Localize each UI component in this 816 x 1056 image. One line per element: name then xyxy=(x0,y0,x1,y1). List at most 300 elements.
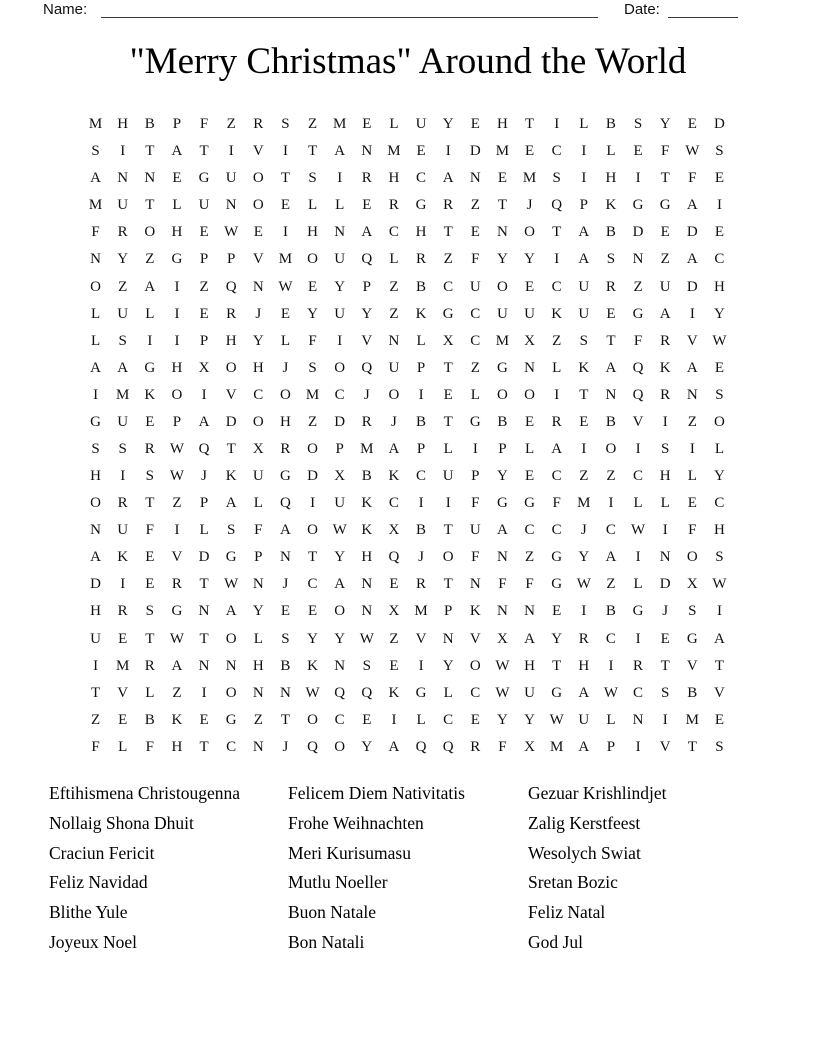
grid-letter: E xyxy=(172,170,182,187)
grid-letter: Z xyxy=(145,251,155,268)
grid-letter: H xyxy=(171,224,183,241)
grid-letter: N xyxy=(361,143,373,160)
grid-letter: U xyxy=(415,116,427,133)
grid-letter: G xyxy=(469,413,481,430)
grid-letter: T xyxy=(280,711,291,728)
grid-letter: Y xyxy=(442,657,454,674)
grid-letter: G xyxy=(415,197,427,214)
grid-letter: H xyxy=(117,116,129,133)
grid-letter: T xyxy=(497,197,508,214)
grid-letter: Z xyxy=(687,413,697,430)
grid-letter: I xyxy=(581,143,587,160)
grid-letter: Q xyxy=(361,684,373,701)
grid-letter: I xyxy=(554,116,560,133)
grid-letter: A xyxy=(171,143,183,160)
grid-letter: K xyxy=(307,657,318,674)
grid-letter: R xyxy=(253,116,264,133)
grid-letter: N xyxy=(90,251,101,268)
grid-letter: Z xyxy=(226,116,236,133)
grid-letter: K xyxy=(388,684,400,701)
grid-letter: N xyxy=(90,522,101,539)
grid-letter: Y xyxy=(442,116,454,133)
grid-letter: C xyxy=(334,711,345,728)
grid-letter: R xyxy=(171,576,182,593)
grid-letter: E xyxy=(470,711,480,728)
grid-letter: I xyxy=(716,603,722,620)
grid-letter: H xyxy=(605,170,617,187)
grid-letter: U xyxy=(469,278,481,295)
grid-letter: I xyxy=(581,170,587,187)
grid-letter: W xyxy=(305,684,320,701)
grid-letter: H xyxy=(578,657,590,674)
grid-letter: U xyxy=(225,170,237,187)
grid-letter: A xyxy=(578,224,590,241)
grid-letter: T xyxy=(199,738,209,755)
grid-letter: P xyxy=(199,251,209,268)
grid-letter: N xyxy=(225,197,237,214)
grid-letter: I xyxy=(174,332,180,349)
grid-letter: B xyxy=(416,278,427,295)
grid-letter: R xyxy=(361,413,372,430)
grid-letter: I xyxy=(228,143,234,160)
grid-letter: B xyxy=(361,468,372,485)
grid-letter: I xyxy=(445,495,451,512)
grid-letter: N xyxy=(497,603,508,620)
grid-letter: D xyxy=(632,224,644,241)
grid-letter: A xyxy=(171,657,183,674)
grid-letter: Y xyxy=(497,468,508,485)
grid-letter: F xyxy=(91,224,100,241)
grid-letter: F xyxy=(633,332,643,349)
grid-letter: I xyxy=(716,197,722,214)
grid-letter: V xyxy=(469,630,481,647)
grid-letter: Z xyxy=(389,305,399,322)
grid-letter: P xyxy=(606,738,616,755)
grid-letter: Q xyxy=(225,278,237,295)
grid-letter: J xyxy=(282,359,289,376)
grid-letter: Z xyxy=(172,495,182,512)
grid-letter: N xyxy=(361,603,373,620)
grid-letter: V xyxy=(415,630,427,647)
grid-letter: C xyxy=(551,468,562,485)
grid-letter: E xyxy=(633,143,643,160)
grid-letter: Z xyxy=(552,332,562,349)
grid-letter: R xyxy=(416,251,427,268)
grid-letter: B xyxy=(605,116,616,133)
grid-letter: R xyxy=(361,170,372,187)
grid-letter: Z xyxy=(253,711,263,728)
grid-letter: C xyxy=(416,170,427,187)
grid-letter: O xyxy=(252,170,264,187)
grid-letter: R xyxy=(605,278,616,295)
grid-letter: A xyxy=(280,522,291,539)
grid-letter: M xyxy=(387,143,401,160)
grid-letter: I xyxy=(445,143,451,160)
grid-letter: K xyxy=(117,549,129,566)
grid-letter: P xyxy=(362,278,371,295)
grid-letter: Y xyxy=(361,305,373,322)
name-blank-line xyxy=(101,17,598,18)
word-item: Meri Kurisumasu xyxy=(288,842,411,863)
grid-letter: T xyxy=(145,630,155,647)
grid-letter: O xyxy=(497,386,508,403)
grid-letter: E xyxy=(714,224,725,241)
grid-letter: I xyxy=(201,386,207,403)
grid-letter: N xyxy=(388,332,400,349)
grid-letter: N xyxy=(198,603,210,620)
grid-letter: Y xyxy=(497,251,508,268)
grid-letter: P xyxy=(335,440,344,457)
grid-letter: W xyxy=(685,143,700,160)
grid-letter: C xyxy=(388,224,399,241)
grid-letter: X xyxy=(686,576,698,593)
grid-letter: F xyxy=(199,116,209,133)
grid-letter: G xyxy=(551,576,563,593)
grid-letter: H xyxy=(171,738,183,755)
grid-letter: M xyxy=(88,197,103,214)
grid-letter: K xyxy=(578,359,590,376)
grid-letter: G xyxy=(659,197,671,214)
grid-letter: Z xyxy=(524,549,535,566)
grid-letter: Z xyxy=(199,278,209,295)
grid-letter: P xyxy=(444,603,453,620)
grid-letter: O xyxy=(388,386,400,403)
grid-letter: I xyxy=(662,711,668,728)
grid-letter: E xyxy=(389,576,399,593)
grid-letter: G xyxy=(280,468,291,485)
grid-letter: T xyxy=(90,684,101,701)
grid-letter: N xyxy=(144,170,156,187)
grid-letter: W xyxy=(603,684,619,701)
grid-letter: I xyxy=(147,332,153,349)
grid-letter: L xyxy=(90,332,101,349)
grid-letter: C xyxy=(253,386,264,403)
grid-letter: Y xyxy=(307,630,318,647)
grid-letter: G xyxy=(225,711,237,728)
grid-letter: C xyxy=(334,386,345,403)
grid-letter: R xyxy=(660,332,671,349)
grid-letter: W xyxy=(495,684,510,701)
grid-letter: R xyxy=(551,413,562,430)
grid-letter: F xyxy=(145,738,154,755)
grid-letter: T xyxy=(660,657,670,674)
grid-letter: H xyxy=(415,224,427,241)
grid-letter: T xyxy=(687,738,697,755)
grid-letter: G xyxy=(415,684,427,701)
grid-letter: S xyxy=(715,143,724,160)
grid-letter: F xyxy=(688,522,697,539)
grid-letter: L xyxy=(118,738,128,755)
grid-letter: U xyxy=(252,468,264,485)
grid-letter: G xyxy=(144,359,156,376)
grid-letter: O xyxy=(144,224,156,241)
grid-letter: Y xyxy=(497,711,508,728)
grid-letter: Y xyxy=(252,603,264,620)
grid-letter: Y xyxy=(334,549,346,566)
grid-letter: A xyxy=(90,170,101,187)
grid-letter: O xyxy=(307,251,318,268)
grid-letter: I xyxy=(418,386,424,403)
grid-letter: A xyxy=(361,224,373,241)
grid-letter: A xyxy=(714,630,725,647)
grid-letter: O xyxy=(442,549,454,566)
grid-letter: V xyxy=(659,738,671,755)
grid-letter: O xyxy=(334,359,346,376)
grid-letter: C xyxy=(633,684,644,701)
grid-letter: Q xyxy=(280,495,291,512)
grid-letter: T xyxy=(307,143,318,160)
word-item: Craciun Fericit xyxy=(49,842,155,863)
grid-letter: R xyxy=(470,738,481,755)
grid-letter: E xyxy=(362,116,372,133)
grid-letter: W xyxy=(712,576,727,593)
grid-letter: B xyxy=(416,522,427,539)
grid-letter: S xyxy=(715,386,724,403)
grid-letter: P xyxy=(199,332,209,349)
grid-letter: L xyxy=(389,116,399,133)
word-item: Sretan Bozic xyxy=(528,872,618,893)
grid-letter: Q xyxy=(632,386,644,403)
grid-letter: B xyxy=(144,116,155,133)
grid-letter: P xyxy=(416,440,426,457)
grid-letter: W xyxy=(630,522,646,539)
grid-letter: Q xyxy=(632,359,644,376)
grid-letter: M xyxy=(414,603,428,620)
grid-letter: N xyxy=(334,224,346,241)
grid-letter: M xyxy=(495,143,510,160)
grid-letter: S xyxy=(715,549,724,566)
grid-letter: K xyxy=(361,522,373,539)
grid-letter: Y xyxy=(307,305,318,322)
grid-letter: M xyxy=(685,711,699,728)
grid-letter: A xyxy=(117,359,129,376)
grid-letter: D xyxy=(307,468,318,485)
grid-letter: P xyxy=(172,116,182,133)
grid-letter: I xyxy=(93,386,99,403)
grid-letter: S xyxy=(145,603,154,620)
grid-letter: H xyxy=(388,170,400,187)
date-blank-line xyxy=(668,17,738,18)
grid-letter: I xyxy=(554,251,560,268)
grid-letter: P xyxy=(498,440,507,457)
grid-letter: C xyxy=(551,143,562,160)
grid-letter: I xyxy=(120,143,126,160)
grid-letter: Z xyxy=(307,413,318,430)
grid-letter: F xyxy=(308,332,317,349)
grid-letter: O xyxy=(307,440,318,457)
grid-letter: A xyxy=(225,603,237,620)
grid-letter: T xyxy=(199,143,209,160)
grid-letter: H xyxy=(280,413,291,430)
grid-letter: N xyxy=(524,359,535,376)
grid-letter: Q xyxy=(415,738,427,755)
grid-letter: N xyxy=(686,386,698,403)
grid-letter: Q xyxy=(307,738,318,755)
grid-letter: Y xyxy=(334,278,346,295)
grid-letter: L xyxy=(606,143,616,160)
grid-letter: W xyxy=(332,522,347,539)
grid-letter: E xyxy=(470,116,480,133)
grid-letter: C xyxy=(714,251,725,268)
grid-letter: E xyxy=(362,711,372,728)
grid-letter: V xyxy=(686,657,698,674)
grid-letter: U xyxy=(117,197,129,214)
grid-letter: N xyxy=(632,711,644,728)
word-item: Mutlu Noeller xyxy=(288,872,388,893)
grid-letter: I xyxy=(581,440,587,457)
word-list-column xyxy=(528,779,667,958)
grid-letter: P xyxy=(471,468,480,485)
grid-letter: H xyxy=(90,468,101,485)
grid-letter: U xyxy=(469,522,481,539)
grid-letter: E xyxy=(280,305,291,322)
grid-letter: S xyxy=(661,440,670,457)
grid-letter: L xyxy=(253,630,263,647)
grid-letter: S xyxy=(281,630,290,647)
grid-letter: P xyxy=(416,359,426,376)
grid-letter: K xyxy=(469,603,481,620)
grid-letter: V xyxy=(225,386,237,403)
grid-letter: Z xyxy=(443,251,453,268)
grid-letter: J xyxy=(526,197,533,214)
grid-letter: E xyxy=(579,413,589,430)
grid-letter: I xyxy=(635,549,641,566)
grid-letter: I xyxy=(282,224,288,241)
grid-letter: I xyxy=(554,386,560,403)
grid-letter: R xyxy=(578,630,589,647)
grid-letter: K xyxy=(225,468,237,485)
grid-letter: F xyxy=(254,522,263,539)
grid-letter: M xyxy=(522,170,537,187)
word-item: God Jul xyxy=(528,931,583,952)
grid-letter: B xyxy=(144,711,155,728)
grid-letter: E xyxy=(524,413,535,430)
grid-letter: G xyxy=(90,413,101,430)
grid-letter: S xyxy=(715,738,724,755)
grid-letter: H xyxy=(497,116,508,133)
grid-letter: I xyxy=(418,495,424,512)
grid-letter: S xyxy=(91,440,100,457)
grid-letter: G xyxy=(171,251,183,268)
grid-letter: P xyxy=(254,549,263,566)
grid-letter: I xyxy=(418,657,424,674)
grid-letter: N xyxy=(252,684,264,701)
grid-letter: O xyxy=(225,630,237,647)
grid-letter: D xyxy=(334,413,346,430)
grid-letter: M xyxy=(88,116,103,133)
grid-letter: F xyxy=(525,576,534,593)
grid-letter: L xyxy=(660,495,670,512)
grid-letter: O xyxy=(334,603,346,620)
grid-letter: B xyxy=(280,657,291,674)
grid-letter: H xyxy=(252,657,264,674)
grid-letter: I xyxy=(93,657,99,674)
grid-letter: Z xyxy=(90,711,101,728)
grid-letter: Y xyxy=(117,251,129,268)
grid-letter: G xyxy=(497,495,508,512)
grid-letter: F xyxy=(145,522,154,539)
grid-letter: X xyxy=(388,603,400,620)
grid-letter: V xyxy=(686,332,698,349)
grid-letter: L xyxy=(687,468,697,485)
grid-letter: C xyxy=(388,495,399,512)
grid-letter: C xyxy=(416,468,427,485)
grid-letter: E xyxy=(362,197,372,214)
grid-letter: V xyxy=(117,684,129,701)
grid-letter: O xyxy=(714,413,725,430)
grid-letter: B xyxy=(687,684,698,701)
grid-letter: R xyxy=(660,386,671,403)
grid-letter: I xyxy=(174,305,180,322)
grid-letter: G xyxy=(171,603,183,620)
grid-letter: E xyxy=(524,278,535,295)
word-item: Buon Natale xyxy=(288,902,376,923)
grid-letter: L xyxy=(633,495,643,512)
word-list-column xyxy=(49,779,240,958)
grid-letter: O xyxy=(225,359,237,376)
grid-letter: D xyxy=(198,549,210,566)
grid-letter: U xyxy=(578,711,590,728)
word-item: Nollaig Shona Dhuit xyxy=(49,812,194,833)
grid-letter: A xyxy=(605,359,617,376)
grid-letter: L xyxy=(633,576,643,593)
grid-letter: S xyxy=(281,116,290,133)
grid-letter: E xyxy=(199,224,209,241)
grid-letter: A xyxy=(90,359,101,376)
grid-letter: D xyxy=(686,278,698,295)
grid-letter: P xyxy=(579,197,588,214)
grid-letter: V xyxy=(252,143,264,160)
grid-letter: P xyxy=(172,413,182,430)
grid-letter: U xyxy=(442,468,454,485)
grid-letter: H xyxy=(307,224,318,241)
grid-letter: W xyxy=(169,440,185,457)
grid-letter: A xyxy=(225,495,237,512)
grid-letter: W xyxy=(278,278,293,295)
grid-letter: O xyxy=(524,224,535,241)
grid-letter: I xyxy=(337,170,343,187)
grid-letter: N xyxy=(605,386,617,403)
word-item: Wesolych Swiat xyxy=(528,842,641,863)
grid-letter: I xyxy=(391,711,397,728)
grid-letter: D xyxy=(90,576,101,593)
grid-letter: I xyxy=(174,278,180,295)
grid-letter: X xyxy=(198,359,210,376)
grid-letter: C xyxy=(307,576,318,593)
grid-letter: A xyxy=(334,576,346,593)
grid-letter: F xyxy=(498,738,507,755)
grid-letter: K xyxy=(415,305,427,322)
grid-letter: S xyxy=(362,657,371,674)
grid-letter: R xyxy=(388,197,399,214)
grid-letter: R xyxy=(117,224,128,241)
grid-letter: Q xyxy=(361,251,373,268)
grid-letter: K xyxy=(659,359,671,376)
grid-letter: X xyxy=(497,630,508,647)
grid-letter: H xyxy=(90,603,101,620)
grid-letter: W xyxy=(224,224,239,241)
grid-letter: R xyxy=(117,603,128,620)
grid-letter: S xyxy=(145,468,154,485)
grid-letter: I xyxy=(120,576,126,593)
grid-letter: C xyxy=(605,630,616,647)
grid-letter: A xyxy=(686,359,698,376)
grid-letter: A xyxy=(497,522,508,539)
word-item: Feliz Natal xyxy=(528,902,606,923)
grid-letter: E xyxy=(714,359,725,376)
grid-letter: A xyxy=(524,630,535,647)
grid-letter: F xyxy=(498,576,507,593)
